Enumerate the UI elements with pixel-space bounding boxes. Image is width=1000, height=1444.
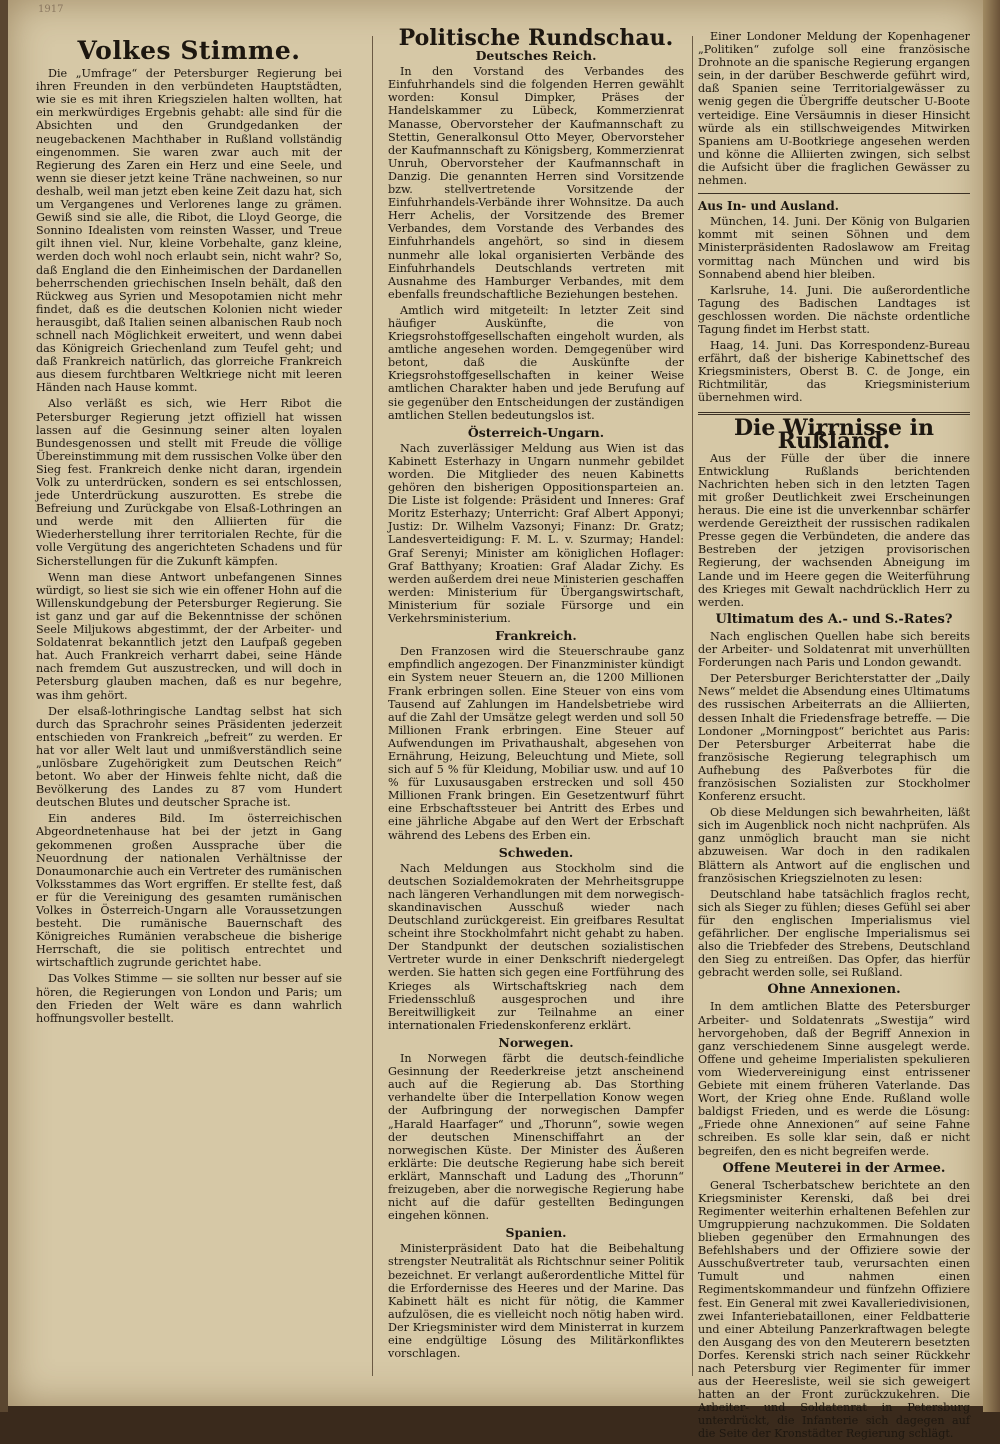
- article-title: Die Wirrnisse in Rußland.: [733, 414, 935, 454]
- subsection-heading: Deutsches Reich.: [475, 48, 597, 64]
- newspaper-page: [8, 0, 983, 1441]
- subsection-heading: Schweden.: [498, 844, 574, 860]
- news-item: Haag, 14. Juni. Das Korrespondenz-Bureau erfährt, daß der bisherige Kabinettschef des Kriegsministers, Oberst B. C. de Jonge, ein Richtmilitär, das Kriegsministerium übernehmen wird.: [698, 339, 970, 405]
- paragraph: Nach zuverlässiger Meldung aus Wien ist das Kabinett Esterhazy in Ungarn nunmehr gebildet worden. Die Mitglieder des neuen Kabinetts gehören den bisherigen Oppositionsparteien an. Die Liste ist folgende: Präsident und Inneres: Graf Moritz Esterhazy; Unterricht: Graf Albert Apponyi; Justiz: Dr. Wilhelm Vazsonyi; Finanz: Dr. Gratz; Landesverteidigung: F. M. L. v. Szurmay; Handel: Graf Serenyi; Minister am königlichen Hoflager: Graf Batthyany; Kroatien: Graf Aladar Zichy. Es werden außerdem drei neue Ministerien geschaffen werden: Ministerium für Übergangswirtschaft, Ministerium für soziale Fürsorge und ein Verkehrsministerium.: [388, 441, 684, 626]
- subsection-heading: Ohne Annexionen.: [767, 982, 901, 998]
- paragraph: Ein anderes Bild. Im österreichischen Abgeordnetenhause hat bei der jetzt in Gang gekommenen großen Aussprache über die Neuordnung der nationalen Verhältnisse der Donaumonarchie auch ein Vertreter des rumänischen Volksstammes das Wort ergriffen. Er stellte fest, daß er für die Vereinigung des gesamten rumänischen Volkes in Österreich-Ungarn alle Voraussetzungen besteht. Die rumänische Bauernschaft des Königreiches Rumänien verabscheue die bisherige Herrschaft, die sie politisch entrechtet und wirtschaftlich zugrunde gerichtet habe.: [36, 812, 342, 970]
- column-politische-rundschau: [388, 25, 684, 1363]
- paragraph: Aus der Fülle der über die innere Entwicklung Rußlands berichtenden Nachrichten heben sich in den letzten Tagen mit großer Deutlichkeit zwei Erscheinungen heraus. Die eine ist die unverkennbar schärfer werdende Gereiztheit der russischen radikalen Presse gegen die Verbündeten, die andere das Bestreben der jetzigen provisorischen Regierung, der wachsenden Abneigung im Lande und im Heere gegen die Weiterführung des Krieges mit Gewalt nachdrücklich Herr zu werden.: [698, 451, 970, 609]
- pencil-note: 1917: [38, 4, 64, 15]
- subsection-heading: Aus In- und Ausland.: [698, 199, 839, 214]
- column-volkes-stimme: [36, 30, 342, 1028]
- book-spine: [0, 0, 8, 1412]
- paragraph: In Norwegen färbt die deutsch-feindliche Gesinnung der Reederkreise jetzt anscheinend auch auf die Regierung ab. Das Storthing verhandelte über die Interpellation Konow wegen der Aufbringung der norwegischen Dampfer „Harald Haarfager“ und „Thorunn“, sowie wegen der deutschen Minenschiffahrt an der norwegischen Küste. Der Minister des Äußeren erklärte: Die deutsche Regierung habe sich bereit erklärt, Mannschaft und Ladung des „Thorunn“ freizugeben, aber die norwegische Regierung habe nicht auf die dafür gestellten Bedingungen eingehen können.: [388, 1052, 684, 1223]
- page-edge: [983, 0, 1000, 1412]
- paragraph: Nach Meldungen aus Stockholm sind die deutschen Sozialdemokraten der Mehrheitsgruppe nach längeren Verhandlungen mit dem norwegisch-skandinavischen Ausschuß wieder nach Deutschland zurückgereist. Ein greifbares Resultat scheint ihre Stockholmfahrt nicht gehabt zu haben. Der Standpunkt der deutschen sozialistischen Vertreter wurde in einer Denkschrift niedergelegt werden. Sie hatten sich gegen eine Fortführung des Krieges als Wirtschaftskrieg nach dem Friedensschluß ausgesprochen und ihre Bereitwilligkeit zur Teilnahme an einer internationalen Friedenskonferenz erklärt.: [388, 861, 684, 1032]
- subsection-heading: Ultimatum des A.- und S.-Rates?: [715, 611, 953, 627]
- paragraph: Nach englischen Quellen habe sich bereits der Arbeiter- und Soldatenrat mit unverhüllten Forderungen nach Paris und London gewandt.: [698, 629, 970, 670]
- subsection-heading: Norwegen.: [498, 1034, 574, 1050]
- subsection-heading: Frankreich.: [495, 628, 577, 644]
- paragraph: Einer Londoner Meldung der Kopenhagener „Politiken“ zufolge soll eine französische Drohnote an die spanische Regierung ergangen sein, in der darüber Beschwerde geführt wird, daß Spanien seine Territorialgewässer zu wenig gegen die Übergriffe deutscher U-Boote verteidige. Eine Versäumnis in dieser Hinsicht würde als ein stillschweigendes Mitwirken Spaniens am U-Bootkriege angesehen werden und könne die Alliierten zwingen, sich selbst die Aufsicht über die fraglichen Gewässer zu nehmen.: [698, 30, 970, 188]
- paragraph: Die „Umfrage“ der Petersburger Regierung bei ihren Freunden in den verbündeten Hauptstädten, wie sie es mit ihren Kriegszielen halten wollten, hat ein merkwürdiges Ergebnis gehabt: alle sind für die Absichten und den Grundgedanken der neugebackenen Machthaber in Rußland vollständig eingenommen. Sie waren zwar auch mit der Regierung des Zaren ein Herz und eine Seele, und wenn sie dieser jetzt keine Träne nachweinen, so nur deshalb, weil man jetzt eben keine Zeit dazu hat, sich um Vergangenes und Verlorenes lange zu grämen. Gewiß sind sie alle, die Ribot, die Lloyd George, die Sonnino Idealisten vom reinsten Wasser, und Treue gilt ihnen viel. Nur, kleine Vorbehalte, ganz kleine, werden doch wohl noch erlaubt sein, nicht wahr? So, daß England die den Einheimischen der Dardanellen beherrschenden griechischen Inseln behält, daß den Rückweg aus Syrien und Mesopotamien nicht mehr findet, daß es die deutschen Kolonien nicht wieder herausgibt, daß Italien seinen albanischen Raub noch schnell nach Möglichkeit erweitert, und wenn dabei das Königreich Griechenland zum Teufel geht; und daß Frankreich natürlich, das glorreiche Frankreich aus diesem furchtbaren Weltkriege nicht mit leeren Händen nach Hause kommt.: [36, 67, 342, 395]
- news-item: Karlsruhe, 14. Juni. Die außerordentliche Tagung des Badischen Landtages ist geschlossen worden. Die nächste ordentliche Tagung findet im Herbst statt.: [698, 283, 970, 336]
- paragraph: Ob diese Meldungen sich bewahrheiten, läßt sich im Augenblick noch nicht nachprüfen. Als ganz unmöglich braucht man sie nicht abzuweisen. War doch in den radikalen Blättern als Antwort auf die englischen und französischen Kriegszielnoten zu lesen:: [698, 806, 970, 885]
- column-right: [698, 30, 970, 1444]
- subsection-heading: Österreich-Ungarn.: [467, 424, 605, 440]
- paragraph: Den Franzosen wird die Steuerschraube ganz empfindlich angezogen. Der Finanzminister kündigt ein System neuer Steuern an, die 1200 Millionen Frank erbringen sollen. Eine Steuer von eins vom Tausend auf Zahlungen im Handelsbetriebe wird auf die Zahl der Umsätze gelegt werden und soll 50 Millionen Frank erbringen. Eine Steuer auf Aufwendungen im Privathaushalt, abgesehen von Ernährung, Heizung, Beleuchtung und Miete, soll sich auf 5 % für Kleidung, Mobiliar usw. und auf 10 % für Luxusausgaben erstrecken und soll 450 Millionen Frank bringen. Ein Gesetzentwurf führt eine Erbschaftssteuer bei Antritt des Erbes und eine jährliche Abgabe auf den Wert der Erbschaft während des Lebens des Erben ein.: [388, 645, 684, 842]
- paragraph: Also verläßt es sich, wie Herr Ribot die Petersburger Regierung jetzt offiziell hat wissen lassen auf die Gesinnung seiner alten loyalen Bundesgenossen und stellt mit Freude die völlige Übereinstimmung mit dem russischen Volke über den Sieg fest. Frankreich denke nicht daran, irgendein Volk zu unterdrücken, sondern es sei entschlossen, jede Unterdrückung auszurotten. Es strebe die Befreiung und Zurückgabe von Elsaß-Lothringen an und werde mit den Alliierten für die Wiederherstellung ihrer territorialen Rechte, für die volle Vergütung des angerichteten Schadens und für Sicherstellungen für die Zukunft kämpfen.: [36, 397, 342, 568]
- column-rule: [692, 36, 693, 1376]
- paragraph: Deutschland habe tatsächlich fraglos recht, sich als Sieger zu fühlen; dieses Gefühl sei aber für den englischen Imperialismus viel gefährlicher. Der englische Imperialismus sei also die Triebfeder des Strebens, Deutschland den Sieg zu entreißen. Das Opfer, das hierfür gebracht werden solle, sei Rußland.: [698, 887, 970, 980]
- paragraph: In den Vorstand des Verbandes des Einfuhrhandels sind die folgenden Herren gewählt worden: Konsul Dimpker, Präses der Handelskammer zu Lübeck, Kommerzienrat Manasse, Obervorsteher der Kaufmannschaft zu Stettin, Generalkonsul Otto Meyer, Obervorsteher der Kaufmannschaft zu Königsberg, Kommerzienrat Unruh, Obervorsteher der Kaufmannschaft in Danzig. Die genannten Herren sind Vorsitzende bzw. stellvertretende Vorsitzende der Einfuhrhandels-Verbände ihrer Wohnsitze. Da auch Herr Achelis, der Vorsitzende des Bremer Verbandes, dem Vorstande des Verbandes des Einfuhrhandels angehört, so sind in diesem nunmehr alle lokal organisierten Verbände des Einfuhrhandels Deutschlands vertreten mit Ausnahme des Hamburger Verbandes, mit dem ebenfalls freundschaftliche Beziehungen bestehen.: [388, 65, 684, 301]
- section-title: Politische Rundschau.: [398, 25, 674, 51]
- news-item: München, 14. Juni. Der König von Bulgarien kommt mit seinen Söhnen und dem Ministerpräsidenten Radoslawow am Freitag vormittag nach München und wird bis Sonnabend abend hier bleiben.: [698, 215, 970, 281]
- paragraph: Das Volkes Stimme — sie sollten nur besser auf sie hören, die Regierungen von London und Paris; um den Frieden der Welt wäre es dann wahrlich hoffnungsvoller bestellt.: [36, 972, 342, 1025]
- paragraph: Wenn man diese Antwort unbefangenen Sinnes würdigt, so liest sie sich wie ein offener Hohn auf die Willenskundgebung der Petersburger Regierung. Sie ist ganz und gar auf die Bekenntnisse der schönen Seele Miljukows abgestimmt, der der Arbeiter- und Soldatenrat bekanntlich jetzt den Laufpaß gegeben hat. Auch Frankreich verharrt dabei, seine Hände nach fremdem Gut auszustrecken, und will doch in Petersburg glauben machen, daß es nur begehre, was ihm gehört.: [36, 570, 342, 702]
- subsection-heading: Spanien.: [505, 1225, 567, 1241]
- paragraph: Ministerpräsident Dato hat die Beibehaltung strengster Neutralität als Richtschnur seiner Politik bezeichnet. Er verlangt außerordentliche Mittel für die Erfordernisse des Heeres und der Marine. Das Kabinett hält es nicht für nötig, die Kammer aufzulösen, die es vielleicht noch nötig haben wird. Der Kriegsminister wird dem Ministerrat in kurzem eine endgültige Lösung des Militärkonfliktes vorschlagen.: [388, 1242, 684, 1361]
- paragraph: Der elsaß-lothringische Landtag selbst hat sich durch das Sprachrohr seines Präsidenten jederzeit entschieden von Frankreich „befreit“ zu werden. Er hat vor aller Welt laut und unmißverständlich seine „unlösbare Zugehörigkeit zum Deutschen Reich“ betont. Wo aber der Hinweis fehlte nicht, daß die Bevölkerung des Landes zu 87 vom Hundert deutschen Blutes und deutscher Sprache ist.: [36, 704, 342, 810]
- divider: [698, 193, 970, 194]
- paragraph: General Tscherbatschew berichtete an den Kriegsminister Kerenski, daß bei drei Regimenter weiterhin erhaltenen Befehlen zur Umgruppierung nachzukommen. Die Soldaten blieben gegenüber den Ermahnungen des Befehlshabers und der Offiziere sowie der Ausschußvertreter taub, verursachten einen Tumult und nahmen einen Regimentskommandeur und fünfzehn Offiziere fest. Ein General mit zwei Kavalleriedivisionen, zwei Infanteriebataillonen, einer Feldbatterie und einer Abteilung Panzerkraftwagen belegte den Ausgang des von den Meuterern besetzten Dorfes. Kerenski strich nach seiner Rückkehr nach Petersburg vier Regimenter für immer aus der Heeresliste, weil sie sich geweigert hatten an der Front zurückzukehren. Die Arbeiter- und Soldatenrat in Petersburg unterdrückt, die Infanterie sich dagegen auf die Seite der Kronstädter Regierung schlägt.: [698, 1178, 970, 1441]
- subsection-heading: Offene Meuterei in der Armee.: [722, 1160, 946, 1176]
- paragraph: Amtlich wird mitgeteilt: In letzter Zeit sind häufiger Auskünfte, die von Kriegsrohstoffgesellschaften eingeholt wurden, als amtliche angesehen worden. Demgegenüber wird betont, daß die Auskünfte der Kriegsrohstoffgesellschaften in keiner Weise amtlichen Charakter haben und jede Berufung auf sie gegenüber den Entscheidungen der zuständigen amtlichen Stellen bedeutungslos ist.: [388, 303, 684, 422]
- paragraph: Der Petersburger Berichterstatter der „Daily News“ meldet die Absendung eines Ultimatums des russischen Arbeiterrats an die Alliierten, dessen Inhalt die Friedensfrage betreffe. — Die Londoner „Morningpost“ berichtet aus Paris: Der Petersburger Arbeiterrat habe die französische Regierung telegraphisch um Aufhebung des Paßverbotes für die französischen Sozialisten zur Stockholmer Konferenz ersucht.: [698, 672, 970, 804]
- article-title: Volkes Stimme.: [77, 36, 301, 65]
- paragraph: In dem amtlichen Blatte des Petersburger Arbeiter- und Soldatenrats „Swestija“ wird hervorgehoben, daß der Begriff Annexion in ganz verschiedenem Sinne ausgelegt werde. Offene und geheime Imperialisten spekulieren vom Wiedervereinigung einst entrissener Gebiete mit einem früheren Vaterlande. Das Wort, der Krieg ohne Ende. Rußland wolle baldigst Frieden, und es werde die Lösung: „Friede ohne Annexionen“ auf seine Fahne schreiben. Es solle klar sein, daß er nicht begreifen, den es nicht begreifen werde.: [698, 1000, 970, 1158]
- column-rule: [372, 36, 373, 1376]
